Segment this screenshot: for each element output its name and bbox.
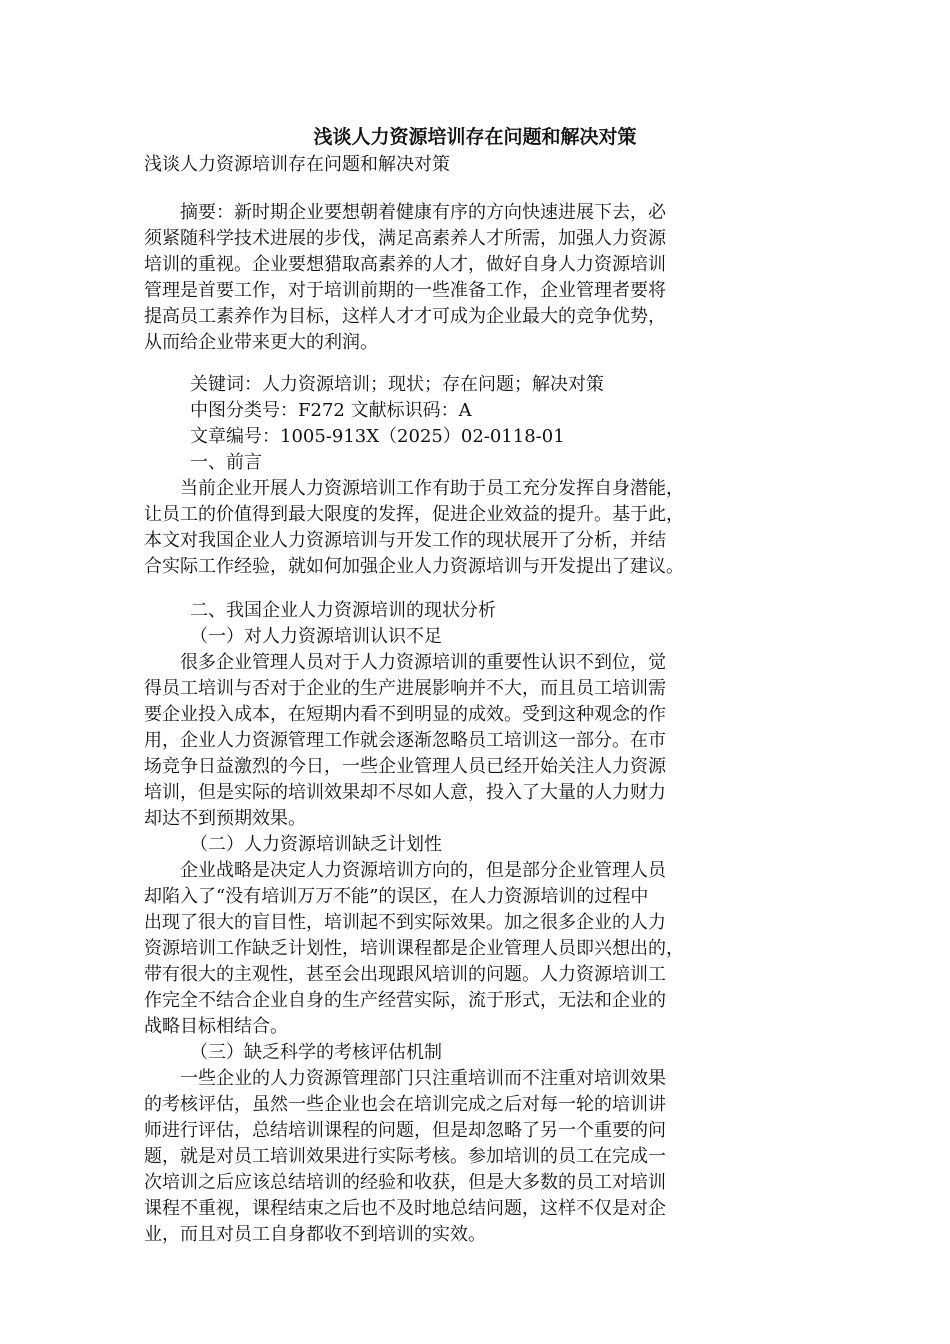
- subsection-heading: （一）对人力资源培训认识不足: [190, 626, 442, 647]
- paragraph-line: 让员工的价值得到最大限度的发挥，促进企业效益的提升。基于此，: [144, 504, 684, 525]
- paragraph-line: 带有很大的主观性，甚至会出现跟风培训的问题。人力资源培训工: [144, 964, 666, 985]
- abstract-paragraph: [144, 200, 804, 356]
- paragraph-line: 却陷入了“没有培训万万不能”的误区，在人力资源培训的过程中: [144, 886, 649, 907]
- paragraph-line: 业，而且对员工自身都收不到培训的实效。: [144, 1224, 486, 1245]
- paragraph-line: 本文对我国企业人力资源培训与开发工作的现状展开了分析，并结: [144, 530, 666, 551]
- abstract-line: 从而给企业带来更大的利润。: [144, 332, 378, 353]
- paragraph-line: 培训，但是实际的培训效果却不尽如人意，投入了大量的人力财力: [144, 782, 666, 803]
- abstract-line: 摘要：新时期企业要想朝着健康有序的方向快速进展下去，必: [144, 202, 666, 223]
- keywords-line: 关键词：人力资源培训；现状；存在问题；解决对策: [190, 374, 604, 395]
- paragraph-line: 的考核评估，虽然一些企业也会在培训完成之后对每一轮的培训讲: [144, 1094, 666, 1115]
- paragraph-line: 资源培训工作缺乏计划性，培训课程都是企业管理人员即兴想出的，: [144, 938, 684, 959]
- paragraph-line: 出现了很大的盲目性，培训起不到实际效果。加之很多企业的人力: [144, 912, 666, 933]
- paragraph-line: 得员工培训与否对于企业的生产进展影响并不大，而且员工培训需: [144, 678, 666, 699]
- paragraph-line: 很多企业管理人员对于人力资源培训的重要性认识不到位，觉: [144, 652, 666, 673]
- abstract-line: 培训的重视。企业要想猎取高素养的人才，做好自身人力资源培训: [144, 254, 666, 275]
- paragraph-line: 课程不重视，课程结束之后也不及时地总结问题，这样不仅是对企: [144, 1198, 666, 1219]
- subsection1-paragraph: [144, 650, 810, 832]
- article-number-line: 文章编号：1005-913X（2025）02-0118-01: [190, 426, 565, 447]
- paragraph-line: 企业战略是决定人力资源培训方向的，但是部分企业管理人员: [144, 860, 666, 881]
- abstract-line: 提高员工素养作为目标，这样人才才可成为企业最大的竞争优势，: [144, 306, 666, 327]
- paragraph-line: 场竞争日益激烈的今日，一些企业管理人员已经开始关注人力资源: [144, 756, 666, 777]
- classification-line: 中图分类号：F272 文献标识码：A: [190, 400, 472, 421]
- section-heading: 一、前言: [190, 452, 262, 473]
- document-title: 浅谈人力资源培训存在问题和解决对策: [313, 126, 637, 148]
- paragraph-line: 合实际工作经验，就如何加强企业人力资源培训与开发提出了建议。: [144, 556, 684, 577]
- paragraph-line: 一些企业的人力资源管理部门只注重培训而不注重对培训效果: [144, 1068, 666, 1089]
- section-heading: 二、我国企业人力资源培训的现状分析: [190, 600, 496, 621]
- subsection-heading: （三）缺乏科学的考核评估机制: [190, 1042, 442, 1063]
- section1-paragraph: [144, 476, 810, 580]
- paragraph-line: 师进行评估，总结培训课程的问题，但是却忽略了另一个重要的问: [144, 1120, 666, 1141]
- paragraph-line: 要企业投入成本，在短期内看不到明显的成效。受到这种观念的作: [144, 704, 666, 725]
- paragraph-line: 用，企业人力资源管理工作就会逐渐忽略员工培训这一部分。在市: [144, 730, 666, 751]
- abstract-line: 须紧随科学技术进展的步伐，满足高素养人才所需，加强人力资源: [144, 228, 666, 249]
- paragraph-line: 题，就是对员工培训效果进行实际考核。参加培训的员工在完成一: [144, 1146, 666, 1167]
- subsection2-paragraph: [144, 858, 810, 1040]
- paragraph-line: 作完全不结合企业自身的生产经营实际，流于形式，无法和企业的: [144, 990, 666, 1011]
- paragraph-line: 次培训之后应该总结培训的经验和收获，但是大多数的员工对培训: [144, 1172, 666, 1193]
- paragraph-line: 当前企业开展人力资源培训工作有助于员工充分发挥自身潜能，: [144, 478, 684, 499]
- paragraph-line: 却达不到预期效果。: [144, 808, 306, 829]
- document-subtitle: 浅谈人力资源培训存在问题和解决对策: [144, 154, 450, 175]
- paragraph-line: 战略目标相结合。: [144, 1016, 288, 1037]
- subsection3-paragraph: [144, 1066, 810, 1248]
- abstract-line: 管理是首要工作，对于培训前期的一些准备工作，企业管理者要将: [144, 280, 666, 301]
- subsection-heading: （二）人力资源培训缺乏计划性: [190, 834, 442, 855]
